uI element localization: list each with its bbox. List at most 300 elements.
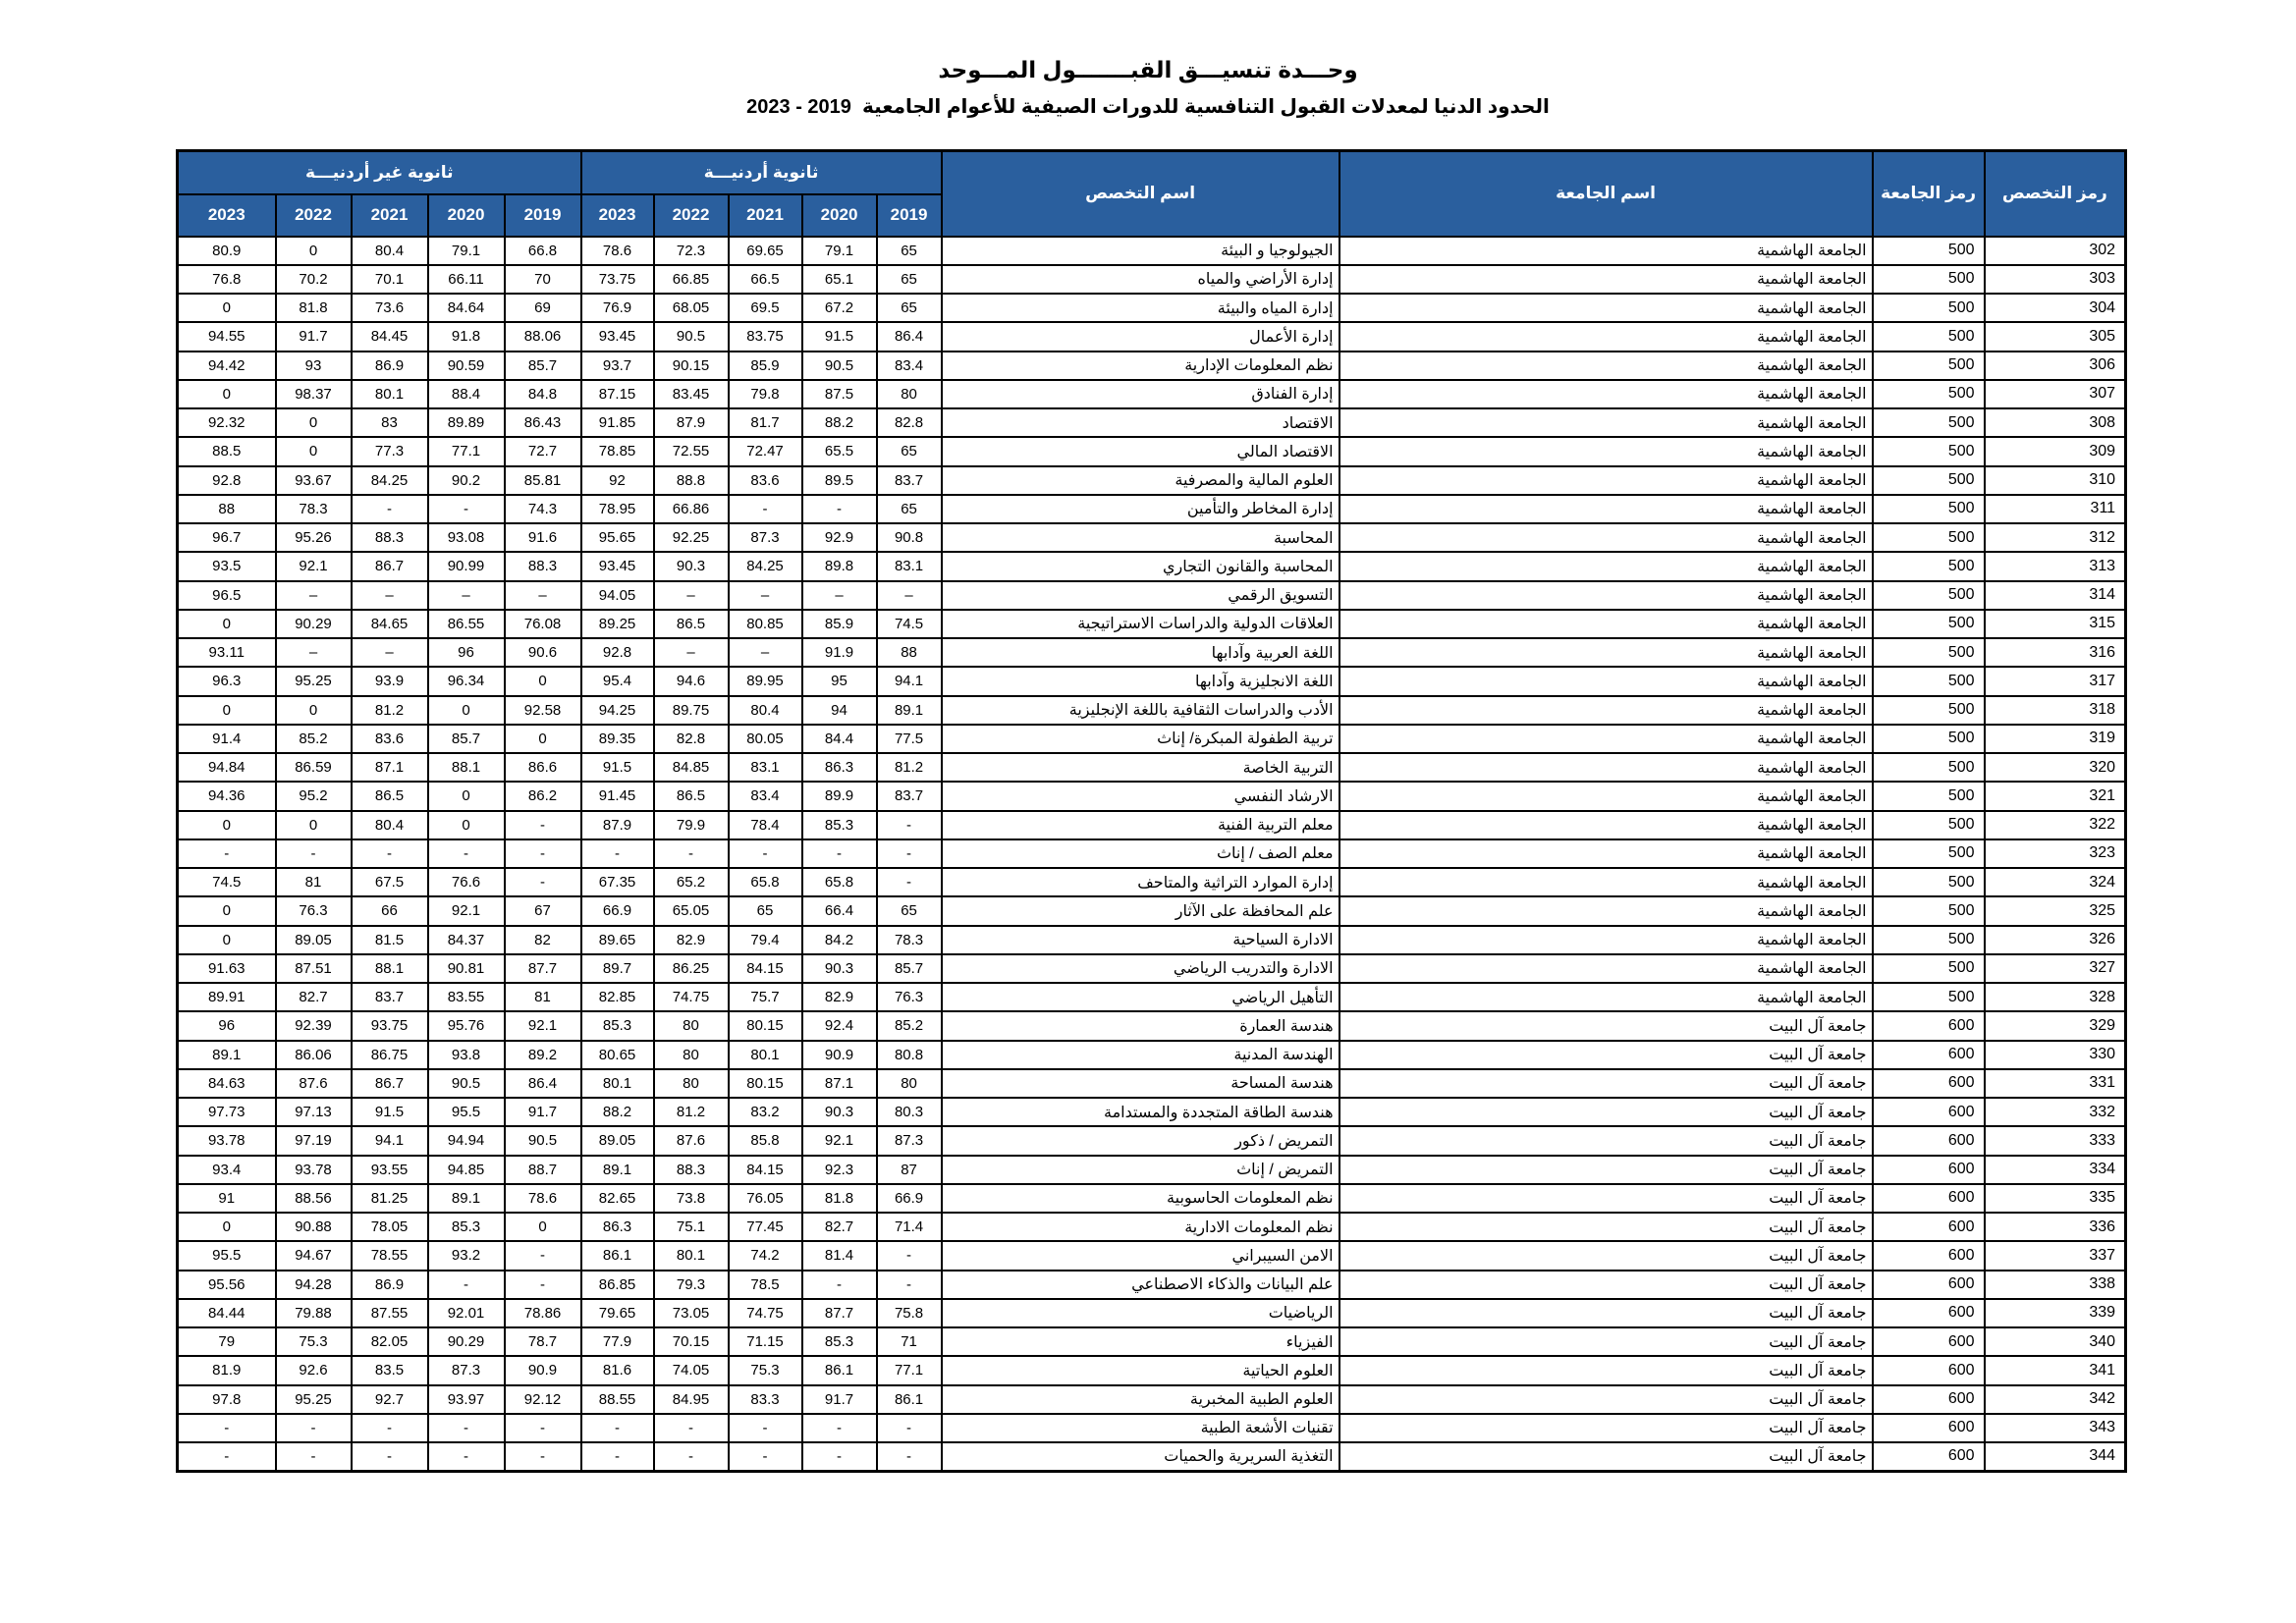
nj-grade-cell: 93.75 xyxy=(352,1011,428,1040)
nj-grade-cell: 90.5 xyxy=(505,1126,581,1155)
nj-grade-cell: 0 xyxy=(428,696,505,725)
j-grade-cell: - xyxy=(877,839,942,868)
university-code-cell: 600 xyxy=(1873,1414,1985,1442)
specialization-code-cell: 339 xyxy=(1985,1299,2126,1327)
j-grade-cell: 77.45 xyxy=(729,1213,802,1241)
nj-grade-cell: 94.94 xyxy=(428,1126,505,1155)
j-grade-cell: 79.8 xyxy=(729,380,802,408)
j-grade-cell: 83.4 xyxy=(729,782,802,810)
nj-grade-cell: 93.67 xyxy=(276,466,352,495)
j-grade-cell: 70.15 xyxy=(654,1327,729,1356)
table-row xyxy=(178,610,2126,638)
j-grade-cell: 87.3 xyxy=(729,523,802,552)
nj-grade-cell: 92.7 xyxy=(352,1385,428,1414)
specialization-cell: التربية الخاصة xyxy=(942,753,1339,782)
j-grade-cell: 69.5 xyxy=(729,294,802,322)
j-grade-cell: 75.7 xyxy=(729,983,802,1011)
header-year-cell-nj: 2021 xyxy=(352,194,428,237)
nj-grade-cell: 88.1 xyxy=(352,954,428,983)
nj-grade-cell: 70.1 xyxy=(352,265,428,294)
nj-grade-cell: 89.1 xyxy=(178,1041,276,1069)
specialization-code-cell: 305 xyxy=(1985,322,2126,351)
j-grade-cell: 90.15 xyxy=(654,352,729,380)
university-code-cell: 500 xyxy=(1873,696,1985,725)
header-year-cell-nj: 2022 xyxy=(276,194,352,237)
specialization-cell: تقنيات الأشعة الطبية xyxy=(942,1414,1339,1442)
specialization-code-cell: 311 xyxy=(1985,495,2126,523)
nj-grade-cell: 87.51 xyxy=(276,954,352,983)
university-code-cell: 500 xyxy=(1873,811,1985,839)
header-year-cell-j: 2019 xyxy=(877,194,942,237)
nj-grade-cell: 75.3 xyxy=(276,1327,352,1356)
nj-grade-cell: 92.58 xyxy=(505,696,581,725)
nj-grade-cell: 0 xyxy=(428,811,505,839)
header-year-cell-j: 2023 xyxy=(581,194,654,237)
nj-grade-cell: 83.5 xyxy=(352,1356,428,1384)
university-cell: جامعة آل البيت xyxy=(1339,1299,1873,1327)
j-grade-cell: 89.5 xyxy=(802,466,877,495)
table-row xyxy=(178,896,2126,925)
nj-grade-cell: 76.6 xyxy=(428,868,505,896)
university-cell: الجامعة الهاشمية xyxy=(1339,753,1873,782)
nj-grade-cell: 86.06 xyxy=(276,1041,352,1069)
specialization-cell: الجيولوجيا و البيئة xyxy=(942,237,1339,265)
nj-grade-cell: 81 xyxy=(505,983,581,1011)
j-grade-cell: 87 xyxy=(877,1156,942,1184)
table-row xyxy=(178,667,2126,695)
j-grade-cell: 91.5 xyxy=(802,322,877,351)
nj-grade-cell: - xyxy=(505,811,581,839)
j-grade-cell: 82.8 xyxy=(877,408,942,437)
specialization-code-cell: 329 xyxy=(1985,1011,2126,1040)
nj-grade-cell: 84.44 xyxy=(178,1299,276,1327)
j-grade-cell: 85.9 xyxy=(729,352,802,380)
nj-grade-cell: 82.7 xyxy=(276,983,352,1011)
j-grade-cell: 67.35 xyxy=(581,868,654,896)
header-university-code: رمز الجامعة xyxy=(1873,151,1985,237)
j-grade-cell: 74.5 xyxy=(877,610,942,638)
j-grade-cell: 65 xyxy=(877,294,942,322)
header-year-cell-j: 2020 xyxy=(802,194,877,237)
specialization-cell: إدارة الأراضي والمياه xyxy=(942,265,1339,294)
specialization-code-cell: 328 xyxy=(1985,983,2126,1011)
table-row xyxy=(178,1271,2126,1299)
j-grade-cell: - xyxy=(729,495,802,523)
university-code-cell: 500 xyxy=(1873,983,1985,1011)
nj-grade-cell: 94.1 xyxy=(352,1126,428,1155)
nj-grade-cell: 96.3 xyxy=(178,667,276,695)
university-code-cell: 500 xyxy=(1873,782,1985,810)
nj-grade-cell: 83 xyxy=(352,408,428,437)
j-grade-cell: 86.5 xyxy=(654,782,729,810)
j-grade-cell: 78.3 xyxy=(877,926,942,954)
table-row xyxy=(178,352,2126,380)
j-grade-cell: 83.1 xyxy=(877,552,942,580)
j-grade-cell: 77.5 xyxy=(877,725,942,753)
specialization-code-cell: 304 xyxy=(1985,294,2126,322)
j-grade-cell: - xyxy=(802,1442,877,1471)
nj-grade-cell: 94.42 xyxy=(178,352,276,380)
table-row xyxy=(178,1011,2126,1040)
specialization-code-cell: 340 xyxy=(1985,1327,2126,1356)
j-grade-cell: 80 xyxy=(654,1011,729,1040)
university-code-cell: 500 xyxy=(1873,552,1985,580)
nj-grade-cell: 95.26 xyxy=(276,523,352,552)
specialization-code-cell: 323 xyxy=(1985,839,2126,868)
table-row xyxy=(178,926,2126,954)
specialization-cell: الفيزياء xyxy=(942,1327,1339,1356)
j-grade-cell: 71.15 xyxy=(729,1327,802,1356)
table-row xyxy=(178,265,2126,294)
nj-grade-cell: - xyxy=(505,1271,581,1299)
university-cell: جامعة آل البيت xyxy=(1339,1126,1873,1155)
j-grade-cell: 89.1 xyxy=(581,1156,654,1184)
nj-grade-cell: 97.73 xyxy=(178,1098,276,1126)
table-row xyxy=(178,782,2126,810)
table-row xyxy=(178,437,2126,465)
j-grade-cell: 75.1 xyxy=(654,1213,729,1241)
university-cell: الجامعة الهاشمية xyxy=(1339,896,1873,925)
j-grade-cell: 90.9 xyxy=(802,1041,877,1069)
nj-grade-cell: - xyxy=(352,839,428,868)
nj-grade-cell: 90.5 xyxy=(428,1069,505,1098)
nj-grade-cell: 92.32 xyxy=(178,408,276,437)
specialization-cell: هندسة المساحة xyxy=(942,1069,1339,1098)
page-subtitle: الحدود الدنيا لمعدلات القبول التنافسية للدورات الصيفية للأعوام الجامعية 2019 - 2023 xyxy=(746,96,1550,118)
j-grade-cell: 85.9 xyxy=(802,610,877,638)
j-grade-cell: 80.3 xyxy=(877,1098,942,1126)
j-grade-cell: - xyxy=(802,1271,877,1299)
nj-grade-cell: 84.8 xyxy=(505,380,581,408)
specialization-code-cell: 309 xyxy=(1985,437,2126,465)
nj-grade-cell: 77.3 xyxy=(352,437,428,465)
nj-grade-cell: - xyxy=(428,839,505,868)
university-cell: الجامعة الهاشمية xyxy=(1339,926,1873,954)
nj-grade-cell: 93.78 xyxy=(276,1156,352,1184)
nj-grade-cell: 97.8 xyxy=(178,1385,276,1414)
table-row xyxy=(178,1126,2126,1155)
university-cell: الجامعة الهاشمية xyxy=(1339,352,1873,380)
nj-grade-cell: 93.9 xyxy=(352,667,428,695)
nj-grade-cell: 84.63 xyxy=(178,1069,276,1098)
university-cell: جامعة آل البيت xyxy=(1339,1213,1873,1241)
specialization-code-cell: 337 xyxy=(1985,1241,2126,1270)
nj-grade-cell: 95.5 xyxy=(178,1241,276,1270)
j-grade-cell: 95 xyxy=(802,667,877,695)
j-grade-cell: 66.85 xyxy=(654,265,729,294)
nj-grade-cell: 76.08 xyxy=(505,610,581,638)
university-code-cell: 500 xyxy=(1873,753,1985,782)
nj-grade-cell: – xyxy=(352,638,428,667)
nj-grade-cell: 72.7 xyxy=(505,437,581,465)
j-grade-cell: 66.5 xyxy=(729,265,802,294)
university-code-cell: 600 xyxy=(1873,1126,1985,1155)
j-grade-cell: 81.8 xyxy=(802,1184,877,1213)
nj-grade-cell: 91.5 xyxy=(352,1098,428,1126)
specialization-cell: إدارة المياه والبيئة xyxy=(942,294,1339,322)
nj-grade-cell: 81.9 xyxy=(178,1356,276,1384)
nj-grade-cell: 86.55 xyxy=(428,610,505,638)
nj-grade-cell: 93.2 xyxy=(428,1241,505,1270)
nj-grade-cell: 78.3 xyxy=(276,495,352,523)
university-code-cell: 600 xyxy=(1873,1156,1985,1184)
university-cell: الجامعة الهاشمية xyxy=(1339,667,1873,695)
header-year-cell-j: 2022 xyxy=(654,194,729,237)
j-grade-cell: 84.25 xyxy=(729,552,802,580)
nj-grade-cell: 0 xyxy=(276,237,352,265)
header-year-cell-j: 2021 xyxy=(729,194,802,237)
specialization-cell: اللغة العربية وآدابها xyxy=(942,638,1339,667)
j-grade-cell: 93.7 xyxy=(581,352,654,380)
j-grade-cell: 84.15 xyxy=(729,954,802,983)
j-grade-cell: 66.86 xyxy=(654,495,729,523)
university-code-cell: 600 xyxy=(1873,1069,1985,1098)
specialization-code-cell: 343 xyxy=(1985,1414,2126,1442)
nj-grade-cell: 0 xyxy=(178,926,276,954)
nj-grade-cell: 0 xyxy=(276,408,352,437)
j-grade-cell: 81.4 xyxy=(802,1241,877,1270)
j-grade-cell: 75.3 xyxy=(729,1356,802,1384)
nj-grade-cell: 96.34 xyxy=(428,667,505,695)
table-row xyxy=(178,1069,2126,1098)
nj-grade-cell: 82 xyxy=(505,926,581,954)
j-grade-cell: 65 xyxy=(877,495,942,523)
university-cell: جامعة آل البيت xyxy=(1339,1156,1873,1184)
table-row xyxy=(178,380,2126,408)
j-grade-cell: - xyxy=(654,839,729,868)
nj-grade-cell: - xyxy=(276,1442,352,1471)
j-grade-cell: 94.6 xyxy=(654,667,729,695)
university-cell: الجامعة الهاشمية xyxy=(1339,839,1873,868)
j-grade-cell: 83.7 xyxy=(877,782,942,810)
nj-grade-cell: 81.8 xyxy=(276,294,352,322)
specialization-code-cell: 321 xyxy=(1985,782,2126,810)
nj-grade-cell: 0 xyxy=(178,811,276,839)
nj-grade-cell: 89.91 xyxy=(178,983,276,1011)
university-code-cell: 600 xyxy=(1873,1442,1985,1471)
table-row xyxy=(178,1327,2126,1356)
j-grade-cell: - xyxy=(654,1414,729,1442)
university-cell: الجامعة الهاشمية xyxy=(1339,552,1873,580)
j-grade-cell: 87.3 xyxy=(877,1126,942,1155)
specialization-cell: الارشاد النفسي xyxy=(942,782,1339,810)
specialization-code-cell: 327 xyxy=(1985,954,2126,983)
nj-grade-cell: 78.05 xyxy=(352,1213,428,1241)
specialization-cell: العلاقات الدولية والدراسات الاستراتيجية xyxy=(942,610,1339,638)
j-grade-cell: 91.5 xyxy=(581,753,654,782)
j-grade-cell: 87.9 xyxy=(654,408,729,437)
university-code-cell: 500 xyxy=(1873,466,1985,495)
specialization-cell: العلوم المالية والمصرفية xyxy=(942,466,1339,495)
j-grade-cell: 80 xyxy=(654,1069,729,1098)
specialization-code-cell: 341 xyxy=(1985,1356,2126,1384)
specialization-cell: الرياضيات xyxy=(942,1299,1339,1327)
j-grade-cell: 89.25 xyxy=(581,610,654,638)
j-grade-cell: 65 xyxy=(877,265,942,294)
table-row xyxy=(178,954,2126,983)
nj-grade-cell: 80.1 xyxy=(352,380,428,408)
j-grade-cell: 73.8 xyxy=(654,1184,729,1213)
university-cell: الجامعة الهاشمية xyxy=(1339,696,1873,725)
j-grade-cell: 87.5 xyxy=(802,380,877,408)
nj-grade-cell: 90.81 xyxy=(428,954,505,983)
university-code-cell: 500 xyxy=(1873,638,1985,667)
j-grade-cell: 78.5 xyxy=(729,1271,802,1299)
university-code-cell: 500 xyxy=(1873,237,1985,265)
j-grade-cell: 80.15 xyxy=(729,1069,802,1098)
j-grade-cell: – xyxy=(877,581,942,610)
j-grade-cell: 82.85 xyxy=(581,983,654,1011)
j-grade-cell: 86.1 xyxy=(581,1241,654,1270)
specialization-cell: العلوم الحياتية xyxy=(942,1356,1339,1384)
j-grade-cell: 80 xyxy=(654,1041,729,1069)
nj-grade-cell: 86.9 xyxy=(352,1271,428,1299)
j-grade-cell: – xyxy=(654,581,729,610)
j-grade-cell: 95.65 xyxy=(581,523,654,552)
j-grade-cell: 92.9 xyxy=(802,523,877,552)
specialization-code-cell: 319 xyxy=(1985,725,2126,753)
j-grade-cell: 85.3 xyxy=(802,1327,877,1356)
j-grade-cell: 79.4 xyxy=(729,926,802,954)
j-grade-cell: 92 xyxy=(581,466,654,495)
table-row xyxy=(178,1213,2126,1241)
header-year-cell-nj: 2019 xyxy=(505,194,581,237)
j-grade-cell: 87.1 xyxy=(802,1069,877,1098)
j-grade-cell: 80.1 xyxy=(581,1069,654,1098)
table-row xyxy=(178,237,2126,265)
nj-grade-cell: 97.13 xyxy=(276,1098,352,1126)
specialization-code-cell: 330 xyxy=(1985,1041,2126,1069)
j-grade-cell: 69.65 xyxy=(729,237,802,265)
table-row xyxy=(178,1241,2126,1270)
j-grade-cell: 90.8 xyxy=(877,523,942,552)
nj-grade-cell: 95.5 xyxy=(428,1098,505,1126)
university-cell: الجامعة الهاشمية xyxy=(1339,954,1873,983)
j-grade-cell: 65 xyxy=(877,437,942,465)
nj-grade-cell: 92.12 xyxy=(505,1385,581,1414)
j-grade-cell: - xyxy=(581,1442,654,1471)
nj-grade-cell: 66.11 xyxy=(428,265,505,294)
j-grade-cell: 89.35 xyxy=(581,725,654,753)
j-grade-cell: - xyxy=(877,1271,942,1299)
university-code-cell: 500 xyxy=(1873,839,1985,868)
nj-grade-cell: 92.1 xyxy=(428,896,505,925)
nj-grade-cell: 85.7 xyxy=(428,725,505,753)
university-cell: الجامعة الهاشمية xyxy=(1339,495,1873,523)
nj-grade-cell: 84.45 xyxy=(352,322,428,351)
nj-grade-cell: 84.37 xyxy=(428,926,505,954)
specialization-cell: التمريض / ذكور xyxy=(942,1126,1339,1155)
university-cell: الجامعة الهاشمية xyxy=(1339,868,1873,896)
nj-grade-cell: 89.89 xyxy=(428,408,505,437)
nj-grade-cell: - xyxy=(505,868,581,896)
university-cell: جامعة آل البيت xyxy=(1339,1184,1873,1213)
table-row xyxy=(178,495,2126,523)
specialization-cell: علم المحافظة على الآثار xyxy=(942,896,1339,925)
specialization-cell: التأهيل الرياضي xyxy=(942,983,1339,1011)
nj-grade-cell: 87.6 xyxy=(276,1069,352,1098)
table-row xyxy=(178,1098,2126,1126)
specialization-code-cell: 318 xyxy=(1985,696,2126,725)
j-grade-cell: 80.15 xyxy=(729,1011,802,1040)
nj-grade-cell: 70 xyxy=(505,265,581,294)
table-row xyxy=(178,1442,2126,1471)
j-grade-cell: 80.1 xyxy=(654,1241,729,1270)
nj-grade-cell: 81.5 xyxy=(352,926,428,954)
specialization-code-cell: 335 xyxy=(1985,1184,2126,1213)
j-grade-cell: 92.25 xyxy=(654,523,729,552)
university-code-cell: 500 xyxy=(1873,380,1985,408)
university-cell: جامعة آل البيت xyxy=(1339,1069,1873,1098)
j-grade-cell: 88.8 xyxy=(654,466,729,495)
j-grade-cell: 90.3 xyxy=(802,954,877,983)
nj-grade-cell: 73.6 xyxy=(352,294,428,322)
specialization-cell: معلم التربية الفنية xyxy=(942,811,1339,839)
nj-grade-cell: 89.05 xyxy=(276,926,352,954)
nj-grade-cell: - xyxy=(505,1442,581,1471)
j-grade-cell: 93.45 xyxy=(581,322,654,351)
specialization-cell: اللغة الانجليزية وآدابها xyxy=(942,667,1339,695)
j-grade-cell: 92.1 xyxy=(802,1126,877,1155)
nj-grade-cell: 96 xyxy=(428,638,505,667)
j-grade-cell: - xyxy=(877,868,942,896)
j-grade-cell: - xyxy=(581,839,654,868)
j-grade-cell: 93.45 xyxy=(581,552,654,580)
j-grade-cell: 76.05 xyxy=(729,1184,802,1213)
specialization-cell: الامن السيبراني xyxy=(942,1241,1339,1270)
specialization-cell: إدارة الفنادق xyxy=(942,380,1339,408)
table-row xyxy=(178,1184,2126,1213)
nj-grade-cell: 0 xyxy=(428,782,505,810)
specialization-code-cell: 312 xyxy=(1985,523,2126,552)
university-cell: الجامعة الهاشمية xyxy=(1339,610,1873,638)
nj-grade-cell: 70.2 xyxy=(276,265,352,294)
specialization-code-cell: 322 xyxy=(1985,811,2126,839)
specialization-cell: المحاسبة والقانون التجاري xyxy=(942,552,1339,580)
j-grade-cell: 82.8 xyxy=(654,725,729,753)
j-grade-cell: - xyxy=(802,1414,877,1442)
j-grade-cell: 85.2 xyxy=(877,1011,942,1040)
specialization-code-cell: 302 xyxy=(1985,237,2126,265)
nj-grade-cell: - xyxy=(178,1414,276,1442)
table-row xyxy=(178,868,2126,896)
j-grade-cell: 86.4 xyxy=(877,322,942,351)
header-group-jordanian: ثانوية أردنيـــة xyxy=(581,151,942,194)
nj-grade-cell: 76.3 xyxy=(276,896,352,925)
j-grade-cell: 89.7 xyxy=(581,954,654,983)
j-grade-cell: 94.25 xyxy=(581,696,654,725)
j-grade-cell: 84.2 xyxy=(802,926,877,954)
j-grade-cell: 88.3 xyxy=(654,1156,729,1184)
specialization-code-cell: 310 xyxy=(1985,466,2126,495)
nj-grade-cell: 81 xyxy=(276,868,352,896)
specialization-code-cell: 325 xyxy=(1985,896,2126,925)
nj-grade-cell: 92.1 xyxy=(276,552,352,580)
j-grade-cell: 84.15 xyxy=(729,1156,802,1184)
nj-grade-cell: 78.55 xyxy=(352,1241,428,1270)
nj-grade-cell: 84.65 xyxy=(352,610,428,638)
nj-grade-cell: 76.8 xyxy=(178,265,276,294)
nj-grade-cell: 0 xyxy=(178,610,276,638)
specialization-code-cell: 313 xyxy=(1985,552,2126,580)
j-grade-cell: 83.45 xyxy=(654,380,729,408)
j-grade-cell: - xyxy=(877,811,942,839)
nj-grade-cell: 85.7 xyxy=(505,352,581,380)
nj-grade-cell: 92.01 xyxy=(428,1299,505,1327)
table-row xyxy=(178,322,2126,351)
nj-grade-cell: 69 xyxy=(505,294,581,322)
j-grade-cell: 75.8 xyxy=(877,1299,942,1327)
